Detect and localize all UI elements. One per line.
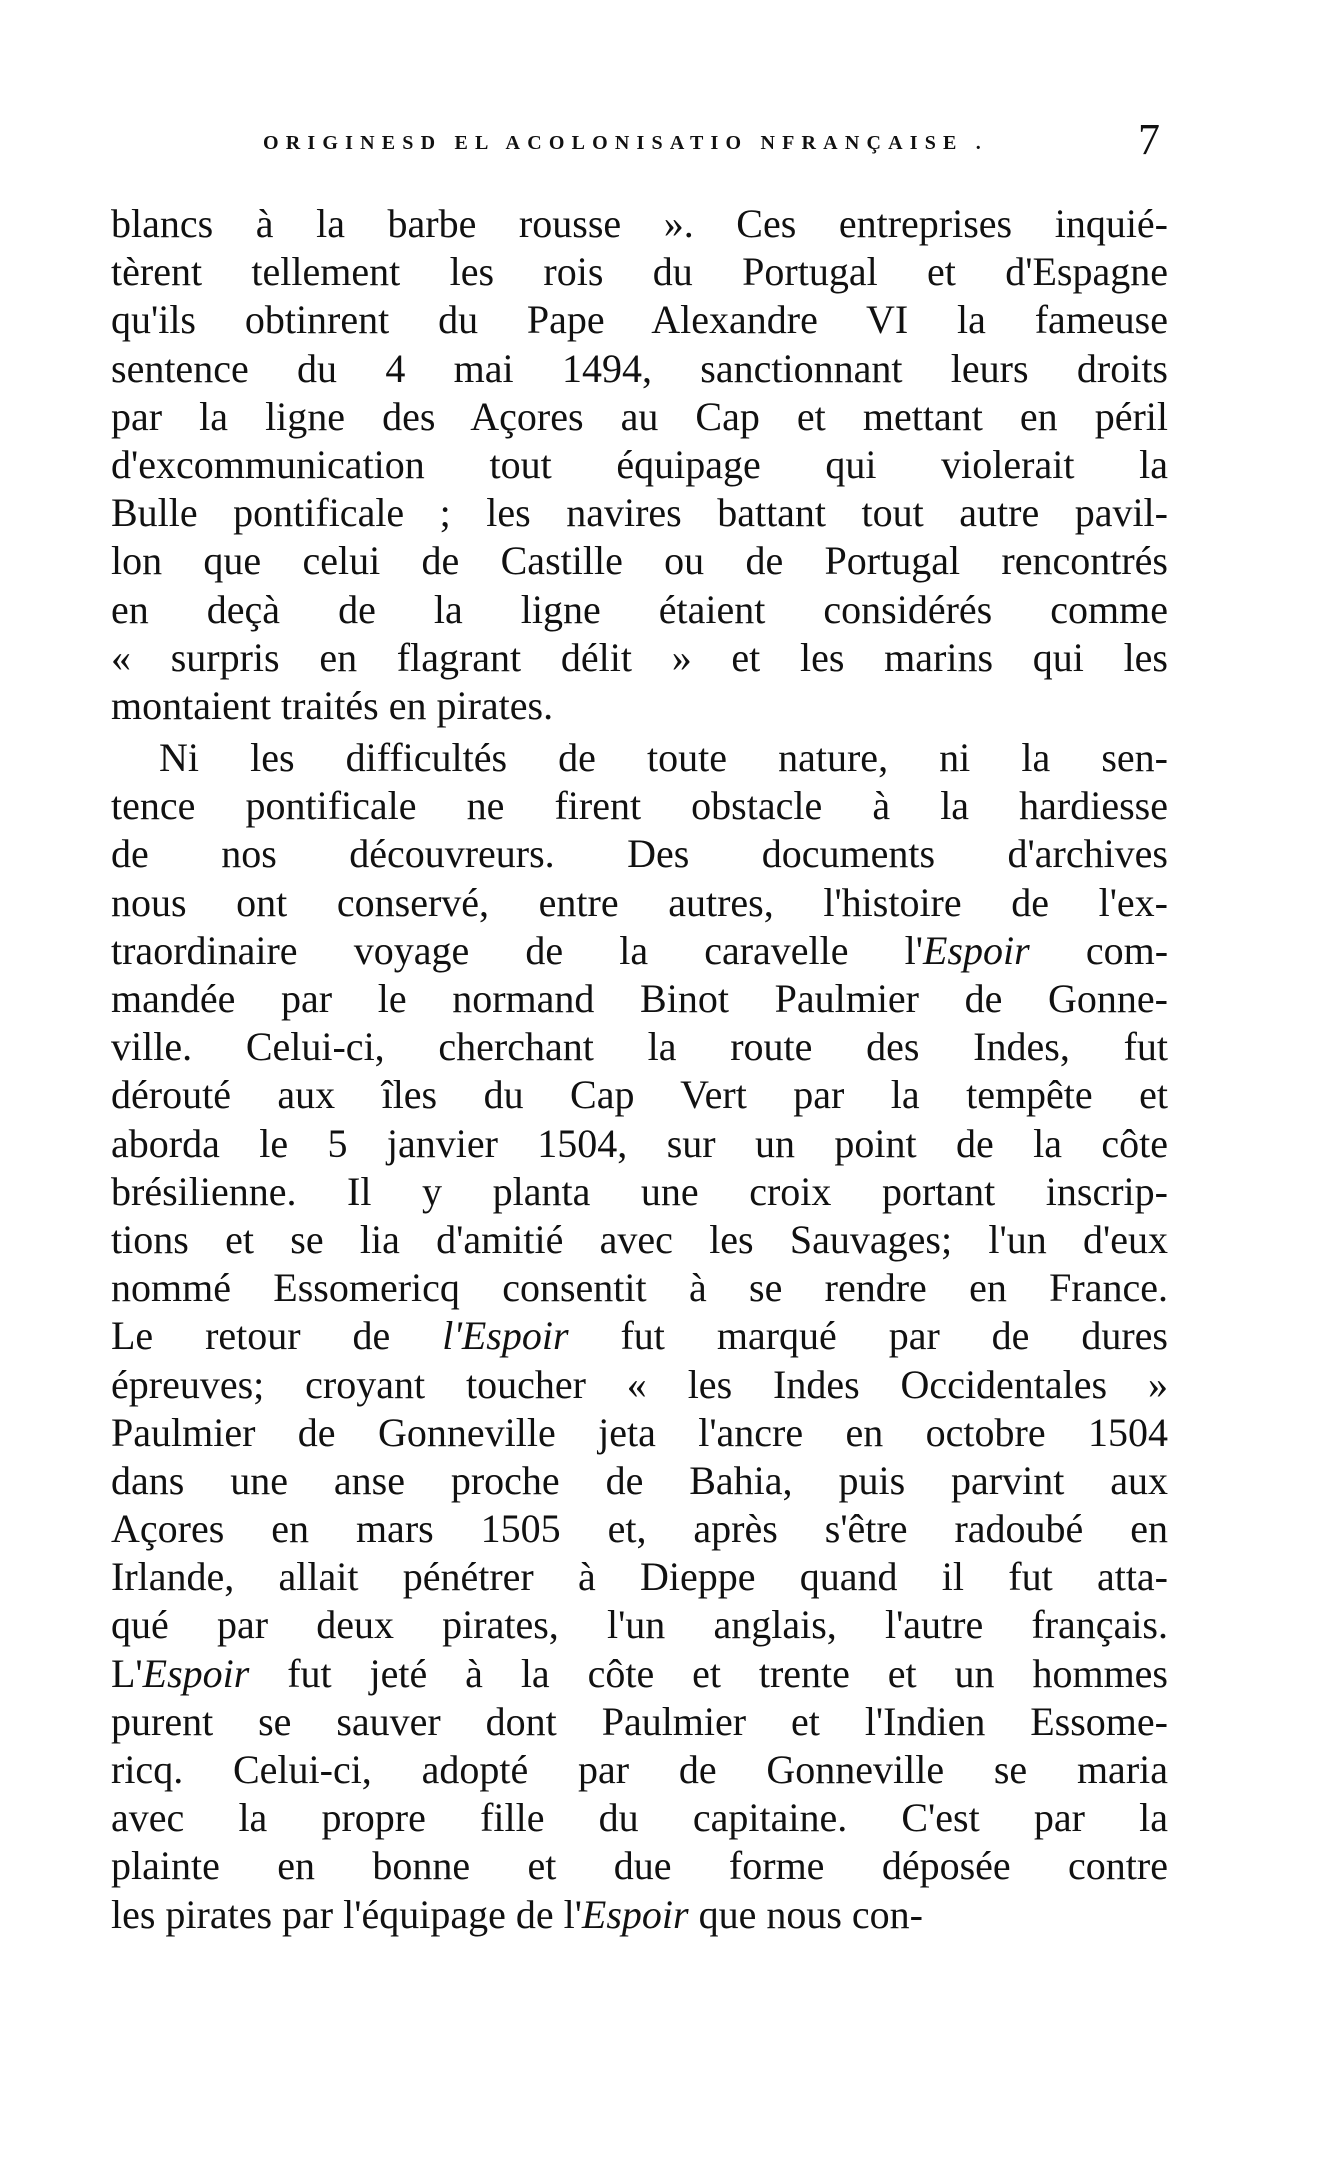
text-line xyxy=(111,975,1168,1023)
text-run: fut marqué par de dures xyxy=(568,1313,1168,1359)
body-text xyxy=(111,200,1168,1939)
text-line xyxy=(111,1168,1168,1216)
text-run: que nous con- xyxy=(688,1891,923,1937)
text-line xyxy=(111,1361,1168,1409)
text-run: blancs à la barbe rousse ». Ces entreprises inquié- xyxy=(111,201,1168,246)
text-line xyxy=(111,1120,1168,1168)
text-line xyxy=(111,1794,1168,1842)
text-run: tions et se lia d'amitié avec les Sauvages; l'un d'eux xyxy=(111,1216,1168,1262)
text-run: L' xyxy=(111,1650,143,1696)
text-run: montaient traités en pirates. xyxy=(111,682,554,728)
text-run: de nos découvreurs. Des documents d'archives xyxy=(111,831,1168,877)
text-run: lon que celui de Castille ou de Portugal rencontrés xyxy=(111,538,1168,584)
text-run: d'excommunication tout équipage qui violerait la xyxy=(111,441,1168,487)
text-line xyxy=(111,537,1168,585)
text-line xyxy=(111,1071,1168,1119)
page-number: 7 xyxy=(1138,115,1160,164)
text-line xyxy=(111,1457,1168,1505)
text-line xyxy=(111,441,1168,489)
text-run: qué par deux pirates, l'un anglais, l'autre français. xyxy=(111,1602,1168,1648)
text-line xyxy=(111,1023,1168,1071)
text-run: ricq. Celui-ci, adopté par de Gonneville se maria xyxy=(111,1747,1168,1792)
text-line xyxy=(111,200,1168,248)
text-run: purent se sauver dont Paulmier et l'Indien Essome- xyxy=(111,1698,1168,1744)
text-run: Bulle pontificale ; les navires battant tout autre pavil- xyxy=(111,490,1168,536)
text-run: les pirates par l'équipage de l' xyxy=(111,1891,582,1937)
text-line xyxy=(111,248,1168,296)
text-run: brésilienne. Il y planta une croix portant inscrip- xyxy=(111,1168,1168,1214)
text-line xyxy=(111,489,1168,537)
text-line xyxy=(111,879,1168,927)
text-line xyxy=(111,1842,1168,1890)
text-line xyxy=(111,296,1168,344)
text-line xyxy=(111,1698,1168,1746)
text-run: dérouté aux îles du Cap Vert par la tempête et xyxy=(111,1072,1168,1118)
text-run: « surpris en flagrant délit » et les marins qui les xyxy=(111,634,1168,680)
text-run: ville. Celui-ci, cherchant la route des Indes, fut xyxy=(111,1024,1168,1070)
text-line xyxy=(111,1312,1168,1360)
text-line xyxy=(111,1601,1168,1649)
text-run: Irlande, allait pénétrer à Dieppe quand il fut atta- xyxy=(111,1554,1168,1600)
text-line xyxy=(111,734,1168,782)
text-line xyxy=(111,634,1168,682)
text-run: nommé Essomericq consentit à se rendre en France. xyxy=(111,1265,1168,1311)
text-line xyxy=(111,1891,1168,1939)
text-line xyxy=(111,1264,1168,1312)
text-run: nous ont conservé, entre autres, l'histoire de l'ex- xyxy=(111,879,1168,925)
text-run: Ni les difficultés de toute nature, ni la sen- xyxy=(159,735,1168,781)
text-line xyxy=(111,1746,1168,1794)
text-run: épreuves; croyant toucher « les Indes Occidentales » xyxy=(111,1361,1168,1407)
text-run: en deçà de la ligne étaient considérés comme xyxy=(111,586,1168,632)
text-run: mandée par le normand Binot Paulmier de Gonne- xyxy=(111,976,1168,1021)
text-run: par la ligne des Açores au Cap et mettant en péril xyxy=(111,393,1168,439)
text-run: avec la propre fille du capitaine. C'est par la xyxy=(111,1795,1168,1841)
text-run: plainte en bonne et due forme déposée contre xyxy=(111,1843,1168,1889)
text-line xyxy=(111,782,1168,830)
italic-title: Espoir xyxy=(923,927,1030,973)
text-run: dans une anse proche de Bahia, puis parvint aux xyxy=(111,1457,1168,1503)
text-run: tence pontificale ne firent obstacle à la hardiesse xyxy=(111,783,1168,829)
paragraph-1 xyxy=(111,200,1168,730)
running-title: ORIGINESD EL ACOLONISATIO NFRANÇAISE . xyxy=(263,132,988,154)
text-line xyxy=(111,1409,1168,1457)
text-line xyxy=(111,1650,1168,1698)
text-line xyxy=(111,682,1168,730)
text-run: qu'ils obtinrent du Pape Alexandre VI la fameuse xyxy=(111,297,1168,343)
text-run: Açores en mars 1505 et, après s'être radoubé en xyxy=(111,1506,1168,1552)
italic-title: Espoir xyxy=(142,1650,250,1696)
text-line xyxy=(111,1505,1168,1553)
text-run: Le retour de xyxy=(111,1313,443,1359)
text-line xyxy=(111,830,1168,878)
text-line xyxy=(111,345,1168,393)
paragraph-2 xyxy=(111,734,1168,1939)
italic-title: l'Espoir xyxy=(442,1313,569,1359)
text-run: com- xyxy=(1029,927,1169,973)
text-run: tèrent tellement les rois du Portugal et d'Espagne xyxy=(111,249,1168,295)
text-run: aborda le 5 janvier 1504, sur un point de la côte xyxy=(111,1120,1168,1166)
text-run: fut jeté à la côte et trente et un hommes xyxy=(249,1650,1168,1696)
text-line xyxy=(111,1553,1168,1601)
text-run: traordinaire voyage de la caravelle l' xyxy=(111,927,923,973)
text-line xyxy=(111,927,1168,975)
text-line xyxy=(111,586,1168,634)
italic-title: Espoir xyxy=(581,1891,689,1937)
text-run: Paulmier de Gonneville jeta l'ancre en octobre 1504 xyxy=(111,1409,1168,1455)
text-line xyxy=(111,393,1168,441)
text-line xyxy=(111,1216,1168,1264)
text-run: sentence du 4 mai 1494, sanctionnant leurs droits xyxy=(111,345,1168,391)
